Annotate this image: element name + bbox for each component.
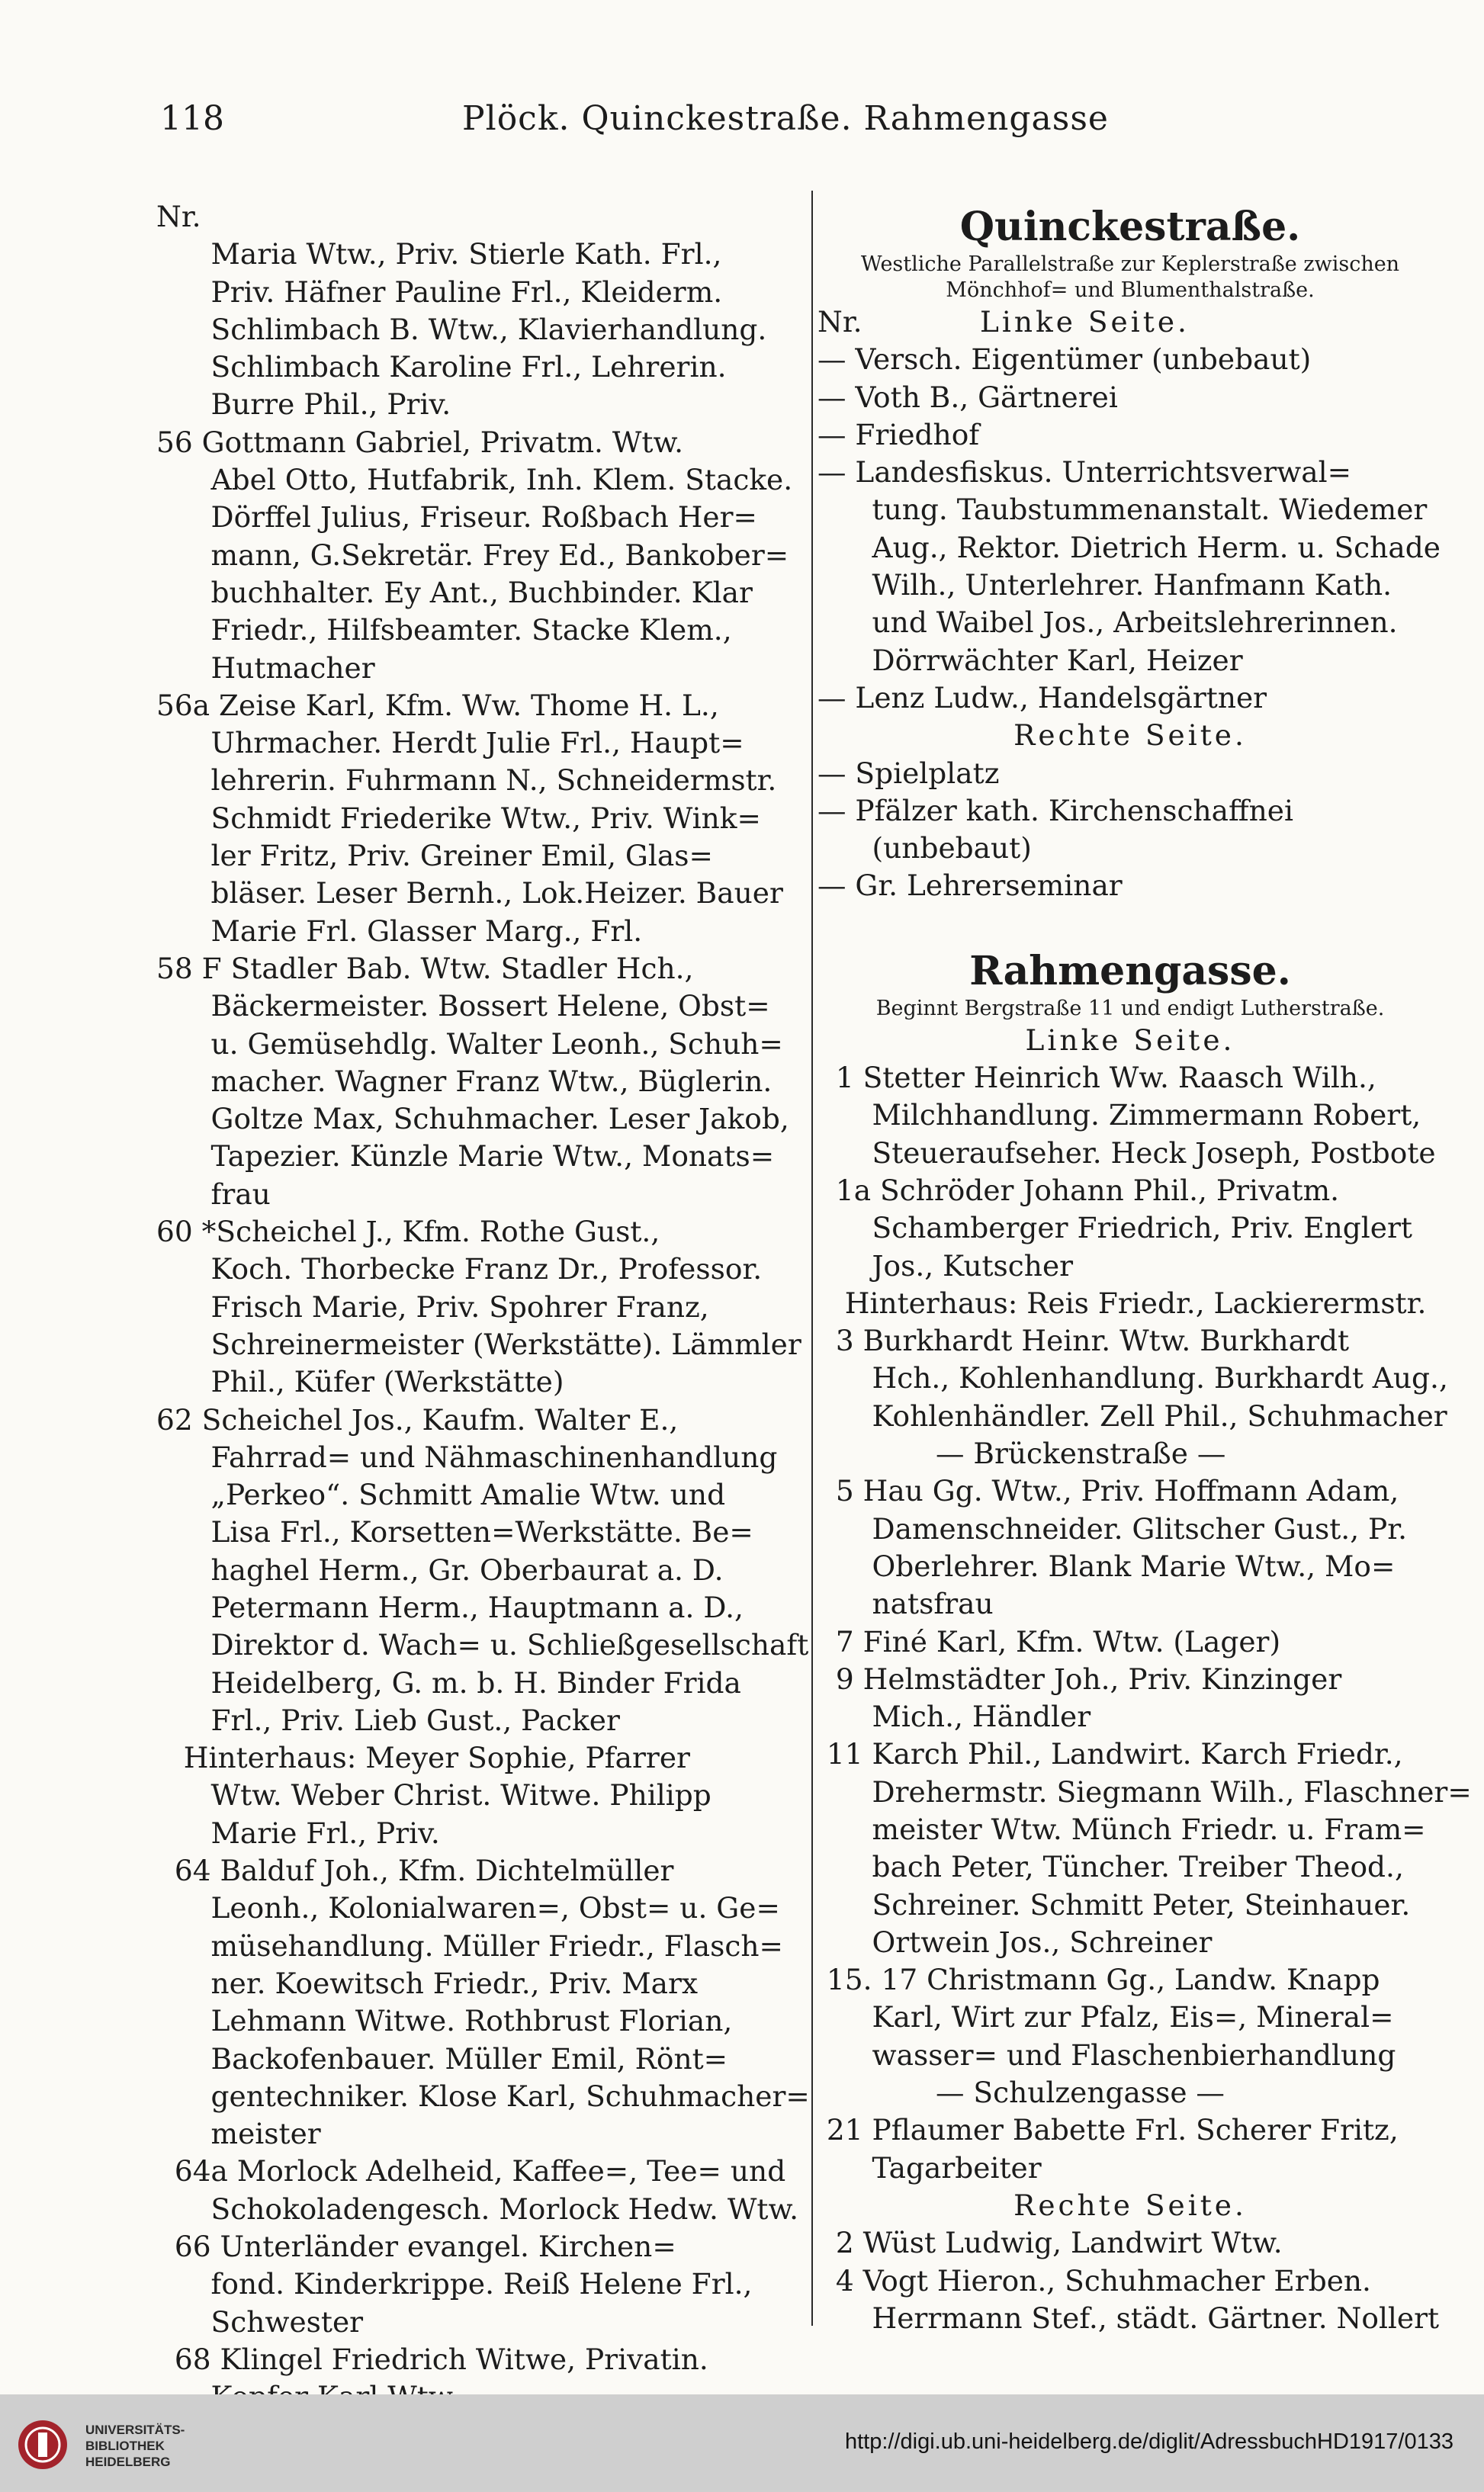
directory-entry-line: Goltze Max, Schuhmacher. Leser Jakob, bbox=[156, 1102, 789, 1136]
directory-entry-line: Damenschneider. Glitscher Gust., Pr. bbox=[817, 1511, 1408, 1546]
directory-entry-line: meister Wtw. Münch Friedr. u. Fram= bbox=[817, 1812, 1426, 1846]
section-header-right-side: Rechte Seite. bbox=[1013, 718, 1247, 753]
directory-entry-line: bach Peter, Tüncher. Treiber Theod., bbox=[817, 1850, 1404, 1884]
directory-entry-line: Kohlenhändler. Zell Phil., Schuhmacher bbox=[817, 1399, 1447, 1433]
directory-entry-line: Schreinermeister (Werkstätte). Lämmler bbox=[156, 1327, 801, 1361]
directory-entry-line: buchhalter. Ey Ant., Buchbinder. Klar bbox=[156, 575, 753, 609]
directory-entry-line: u. Gemüsehdlg. Walter Leonh., Schuh= bbox=[156, 1026, 783, 1061]
directory-entry-line: 3 Burkhardt Heinr. Wtw. Burkhardt bbox=[817, 1324, 1350, 1358]
directory-entry-line: Maria Wtw., Priv. Stierle Kath. Frl., bbox=[156, 237, 722, 271]
directory-entry-line: Ortwein Jos., Schreiner bbox=[817, 1925, 1213, 1959]
directory-entry-line: Hutmacher bbox=[156, 650, 375, 685]
directory-entry-line: gentechniker. Klose Karl, Schuhmacher= bbox=[156, 2079, 810, 2113]
street-title-quinckestrasse: Quinckestraße. bbox=[959, 204, 1301, 250]
directory-entry-line: — Gr. Lehrerseminar bbox=[817, 869, 1123, 903]
directory-entry-line: Nr. bbox=[156, 200, 201, 233]
section-header-left-side: Linke Seite. bbox=[1025, 1023, 1235, 1057]
directory-entry-line: Fahrrad= und Nähmaschinenhandlung bbox=[156, 1440, 778, 1474]
directory-entry-line: 11 Karch Phil., Landwirt. Karch Friedr., bbox=[817, 1737, 1403, 1771]
directory-entry-line: Lisa Frl., Korsetten=Werkstätte. Be= bbox=[156, 1515, 753, 1549]
directory-entry-line: und Waibel Jos., Arbeitslehrerinnen. bbox=[817, 605, 1398, 640]
directory-entry-line: 64 Balduf Joh., Kfm. Dichtelmüller bbox=[156, 1854, 674, 1888]
column-divider bbox=[811, 191, 813, 2326]
street-title-rahmengasse: Rahmengasse. bbox=[969, 947, 1291, 994]
left-column bbox=[156, 198, 810, 2454]
directory-entry-line: 15. 17 Christmann Gg., Landw. Knapp bbox=[817, 1963, 1380, 1997]
directory-entry-line: 1 Stetter Heinrich Ww. Raasch Wilh., bbox=[817, 1061, 1376, 1095]
directory-entry-line: wasser= und Flaschenbierhandlung bbox=[817, 2038, 1396, 2072]
directory-entry-line: 21 Pflaumer Babette Frl. Scherer Fritz, bbox=[817, 2113, 1399, 2147]
directory-entry-line: müsehandlung. Müller Friedr., Flasch= bbox=[156, 1928, 783, 1963]
directory-entry-line: 62 Scheichel Jos., Kaufm. Walter E., bbox=[156, 1402, 679, 1437]
directory-entry-line: ler Fritz, Priv. Greiner Emil, Glas= bbox=[156, 839, 713, 873]
directory-entry-line: macher. Wagner Franz Wtw., Büglerin. bbox=[156, 1064, 773, 1098]
page-number: 118 bbox=[160, 99, 224, 138]
directory-entry-line: Steueraufseher. Heck Joseph, Postbote bbox=[817, 1135, 1436, 1170]
directory-entry-line: Schamberger Friedrich, Priv. Englert bbox=[817, 1211, 1412, 1245]
directory-entry-line: 64a Morlock Adelheid, Kaffee=, Tee= und bbox=[156, 2154, 786, 2189]
street-description: Westliche Parallelstraße zur Keplerstraße zwischen bbox=[860, 252, 1400, 276]
number-label: Nr. bbox=[817, 305, 862, 339]
directory-entry-line: haghel Herm., Gr. Oberbaurat a. D. bbox=[156, 1553, 724, 1587]
directory-entry-line: Karl, Wirt zur Pfalz, Eis=, Mineral= bbox=[817, 2000, 1394, 2034]
logo-line: UNIVERSITÄTS- bbox=[85, 2423, 185, 2437]
directory-entry-line: Mich., Händler bbox=[817, 1700, 1091, 1734]
source-url-link[interactable]: http://digi.ub.uni-heidelberg.de/diglit/AdressbuchHD1917/0133 bbox=[844, 2429, 1453, 2454]
directory-entry-line: — Lenz Ludw., Handelsgärtner bbox=[817, 680, 1267, 715]
directory-entry-line: Hinterhaus: Meyer Sophie, Pfarrer bbox=[156, 1741, 690, 1775]
directory-entry-line: Tapezier. Künzle Marie Wtw., Monats= bbox=[156, 1139, 775, 1174]
directory-entry-line: Koch. Thorbecke Franz Dr., Professor. bbox=[156, 1252, 763, 1286]
entry-list bbox=[817, 2224, 1443, 2337]
directory-entry-line: 7 Finé Karl, Kfm. Wtw. (Lager) bbox=[817, 1624, 1281, 1659]
university-seal-icon bbox=[17, 2419, 69, 2471]
directory-entry-line: natsfrau bbox=[817, 1587, 994, 1621]
section-header-right-side: Rechte Seite. bbox=[1013, 2188, 1247, 2222]
directory-entry-line: Heidelberg, G. m. b. H. Binder Frida bbox=[156, 1665, 741, 1700]
directory-entry-line: Burre Phil., Priv. bbox=[156, 387, 451, 422]
directory-entry-line: Wilh., Unterlehrer. Hanfmann Kath. bbox=[817, 568, 1392, 602]
directory-entry-line: meister bbox=[156, 2117, 321, 2151]
directory-entry-line: 4 Vogt Hieron., Schuhmacher Erben. bbox=[817, 2263, 1371, 2298]
directory-entry-line: 56 Gottmann Gabriel, Privatm. Wtw. bbox=[156, 425, 684, 459]
directory-entry-line: Tagarbeiter bbox=[817, 2150, 1042, 2185]
directory-entry-line: bläser. Leser Bernh., Lok.Heizer. Bauer bbox=[156, 876, 783, 910]
right-column bbox=[817, 198, 1472, 2337]
directory-entry-line: frau bbox=[156, 1177, 271, 1211]
directory-entry-line: Hch., Kohlenhandlung. Burkhardt Aug., bbox=[817, 1361, 1448, 1395]
directory-entry-line: Dörffel Julius, Friseur. Roßbach Her= bbox=[156, 500, 757, 535]
directory-entry-line: — Spielplatz bbox=[817, 756, 1000, 790]
directory-entry-line: Schwester bbox=[156, 2304, 364, 2339]
directory-entry-line: „Perkeo“. Schmitt Amalie Wtw. und bbox=[156, 1478, 726, 1512]
directory-entry-line: — Friedhof bbox=[817, 417, 980, 451]
directory-entry-line: Bäckermeister. Bossert Helene, Obst= bbox=[156, 989, 770, 1023]
logo-line: HEIDELBERG bbox=[85, 2455, 171, 2469]
directory-entry-line: Leonh., Kolonialwaren=, Obst= u. Ge= bbox=[156, 1891, 780, 1925]
directory-entry-line: 68 Klingel Friedrich Witwe, Privatin. bbox=[156, 2342, 708, 2376]
directory-entry-line: Marie Frl., Priv. bbox=[156, 1816, 440, 1850]
directory-entry-line: Schlimbach Karoline Frl., Lehrerin. bbox=[156, 350, 727, 384]
directory-entry-line: Lehmann Witwe. Rothbrust Florian, bbox=[156, 2004, 733, 2038]
directory-entry-line: Aug., Rektor. Dietrich Herm. u. Schade bbox=[817, 530, 1441, 564]
directory-entry-line: Marie Frl. Glasser Marg., Frl. bbox=[156, 914, 643, 948]
spacer bbox=[817, 905, 1443, 943]
directory-entry-line: Frisch Marie, Priv. Spohrer Franz, bbox=[156, 1289, 709, 1324]
directory-entry-line: Hinterhaus: Reis Friedr., Lackierermstr. bbox=[817, 1286, 1427, 1320]
directory-entry-line: Schlimbach B. Wtw., Klavierhandlung. bbox=[156, 312, 767, 346]
directory-entry-line: Schmidt Friederike Wtw., Priv. Wink= bbox=[156, 801, 761, 835]
directory-entry-line: Wtw. Weber Christ. Witwe. Philipp bbox=[156, 1778, 711, 1813]
directory-entry-line: — Schulzengasse — bbox=[817, 2076, 1225, 2110]
directory-entry-line: — Pfälzer kath. Kirchenschaffnei bbox=[817, 793, 1293, 827]
directory-entry-line: Schokoladengesch. Morlock Hedw. Wtw. bbox=[156, 2192, 799, 2226]
directory-entry-line: Friedr., Hilfsbeamter. Stacke Klem., bbox=[156, 613, 732, 647]
directory-entry-line: 2 Wüst Ludwig, Landwirt Wtw. bbox=[817, 2226, 1283, 2260]
library-logo-text bbox=[85, 2422, 185, 2470]
directory-entry-line: 60 *Scheichel J., Kfm. Rothe Gust., bbox=[156, 1215, 660, 1249]
directory-entry-line: — Versch. Eigentümer (unbebaut) bbox=[817, 342, 1312, 377]
directory-entry-line: 5 Hau Gg. Wtw., Priv. Hoffmann Adam, bbox=[817, 1474, 1399, 1508]
entry-list bbox=[817, 341, 1443, 717]
directory-entry-line: Dörrwächter Karl, Heizer bbox=[817, 643, 1243, 677]
directory-entry-line: — Brückenstraße — bbox=[817, 1437, 1226, 1471]
logo-line: BIBLIOTHEK bbox=[85, 2439, 165, 2453]
street-description: Beginnt Bergstraße 11 und endigt Lutherstraße. bbox=[875, 996, 1385, 1020]
directory-entry-line: Abel Otto, Hutfabrik, Inh. Klem. Stacke. bbox=[156, 463, 793, 497]
directory-entry-line: ner. Koewitsch Friedr., Priv. Marx bbox=[156, 1966, 699, 2000]
directory-entry-line: lehrerin. Fuhrmann N., Schneidermstr. bbox=[156, 763, 777, 798]
page-header bbox=[160, 99, 1411, 145]
directory-entry-line: 9 Helmstädter Joh., Priv. Kinzinger bbox=[817, 1662, 1342, 1696]
running-title: Plöck. Quinckestraße. Rahmengasse bbox=[462, 99, 1109, 138]
directory-entry-line: Priv. Häfner Pauline Frl., Kleiderm. bbox=[156, 275, 723, 309]
directory-entry-line: Uhrmacher. Herdt Julie Frl., Haupt= bbox=[156, 726, 744, 760]
directory-entry-line: fond. Kinderkrippe. Reiß Helene Frl., bbox=[156, 2267, 753, 2301]
directory-entry-line: mann, G.Sekretär. Frey Ed., Bankober= bbox=[156, 538, 789, 572]
directory-entry-line: 1a Schröder Johann Phil., Privatm. bbox=[817, 1173, 1340, 1207]
entry-list bbox=[817, 755, 1443, 905]
directory-entry-line: Backofenbauer. Müller Emil, Rönt= bbox=[156, 2041, 728, 2076]
directory-entry-line: — Landesfiskus. Unterrichtsverwal= bbox=[817, 455, 1351, 490]
directory-entry-line: Milchhandlung. Zimmermann Robert, bbox=[817, 1098, 1421, 1132]
directory-entry-line: Phil., Küfer (Werkstätte) bbox=[156, 1365, 564, 1399]
directory-entry-line: Schreiner. Schmitt Peter, Steinhauer. bbox=[817, 1887, 1411, 1922]
directory-entry-line: Frl., Priv. Lieb Gust., Packer bbox=[156, 1703, 620, 1737]
directory-entry-line: (unbebaut) bbox=[817, 831, 1032, 865]
directory-entry-line: Direktor d. Wach= u. Schließgesellschaft bbox=[156, 1628, 809, 1662]
directory-entry-line: 58 F Stadler Bab. Wtw. Stadler Hch., bbox=[156, 951, 694, 985]
directory-entry-line: Petermann Herm., Hauptmann a. D., bbox=[156, 1590, 744, 1624]
directory-entry-line: Herrmann Stef., städt. Gärtner. Nollert bbox=[817, 2301, 1440, 2335]
section-header-left-side: Linke Seite. bbox=[979, 305, 1190, 339]
entry-list bbox=[817, 1059, 1472, 2187]
street-description: Mönchhof= und Blumenthalstraße. bbox=[946, 278, 1315, 302]
directory-entry-line: — Voth B., Gärtnerei bbox=[817, 380, 1118, 414]
library-footer bbox=[0, 2394, 1484, 2492]
directory-entry-line: Jos., Kutscher bbox=[817, 1248, 1074, 1283]
directory-entry-line: 66 Unterländer evangel. Kirchen= bbox=[156, 2230, 676, 2264]
directory-entry-line: tung. Taubstummenanstalt. Wiedemer bbox=[817, 493, 1428, 527]
section-header-row bbox=[817, 303, 1443, 341]
directory-entry-line: Oberlehrer. Blank Marie Wtw., Mo= bbox=[817, 1549, 1396, 1583]
directory-entry-line: 56a Zeise Karl, Kfm. Ww. Thome H. L., bbox=[156, 688, 719, 722]
directory-entry-line: Drehermstr. Siegmann Wilh., Flaschner= bbox=[817, 1774, 1472, 1809]
